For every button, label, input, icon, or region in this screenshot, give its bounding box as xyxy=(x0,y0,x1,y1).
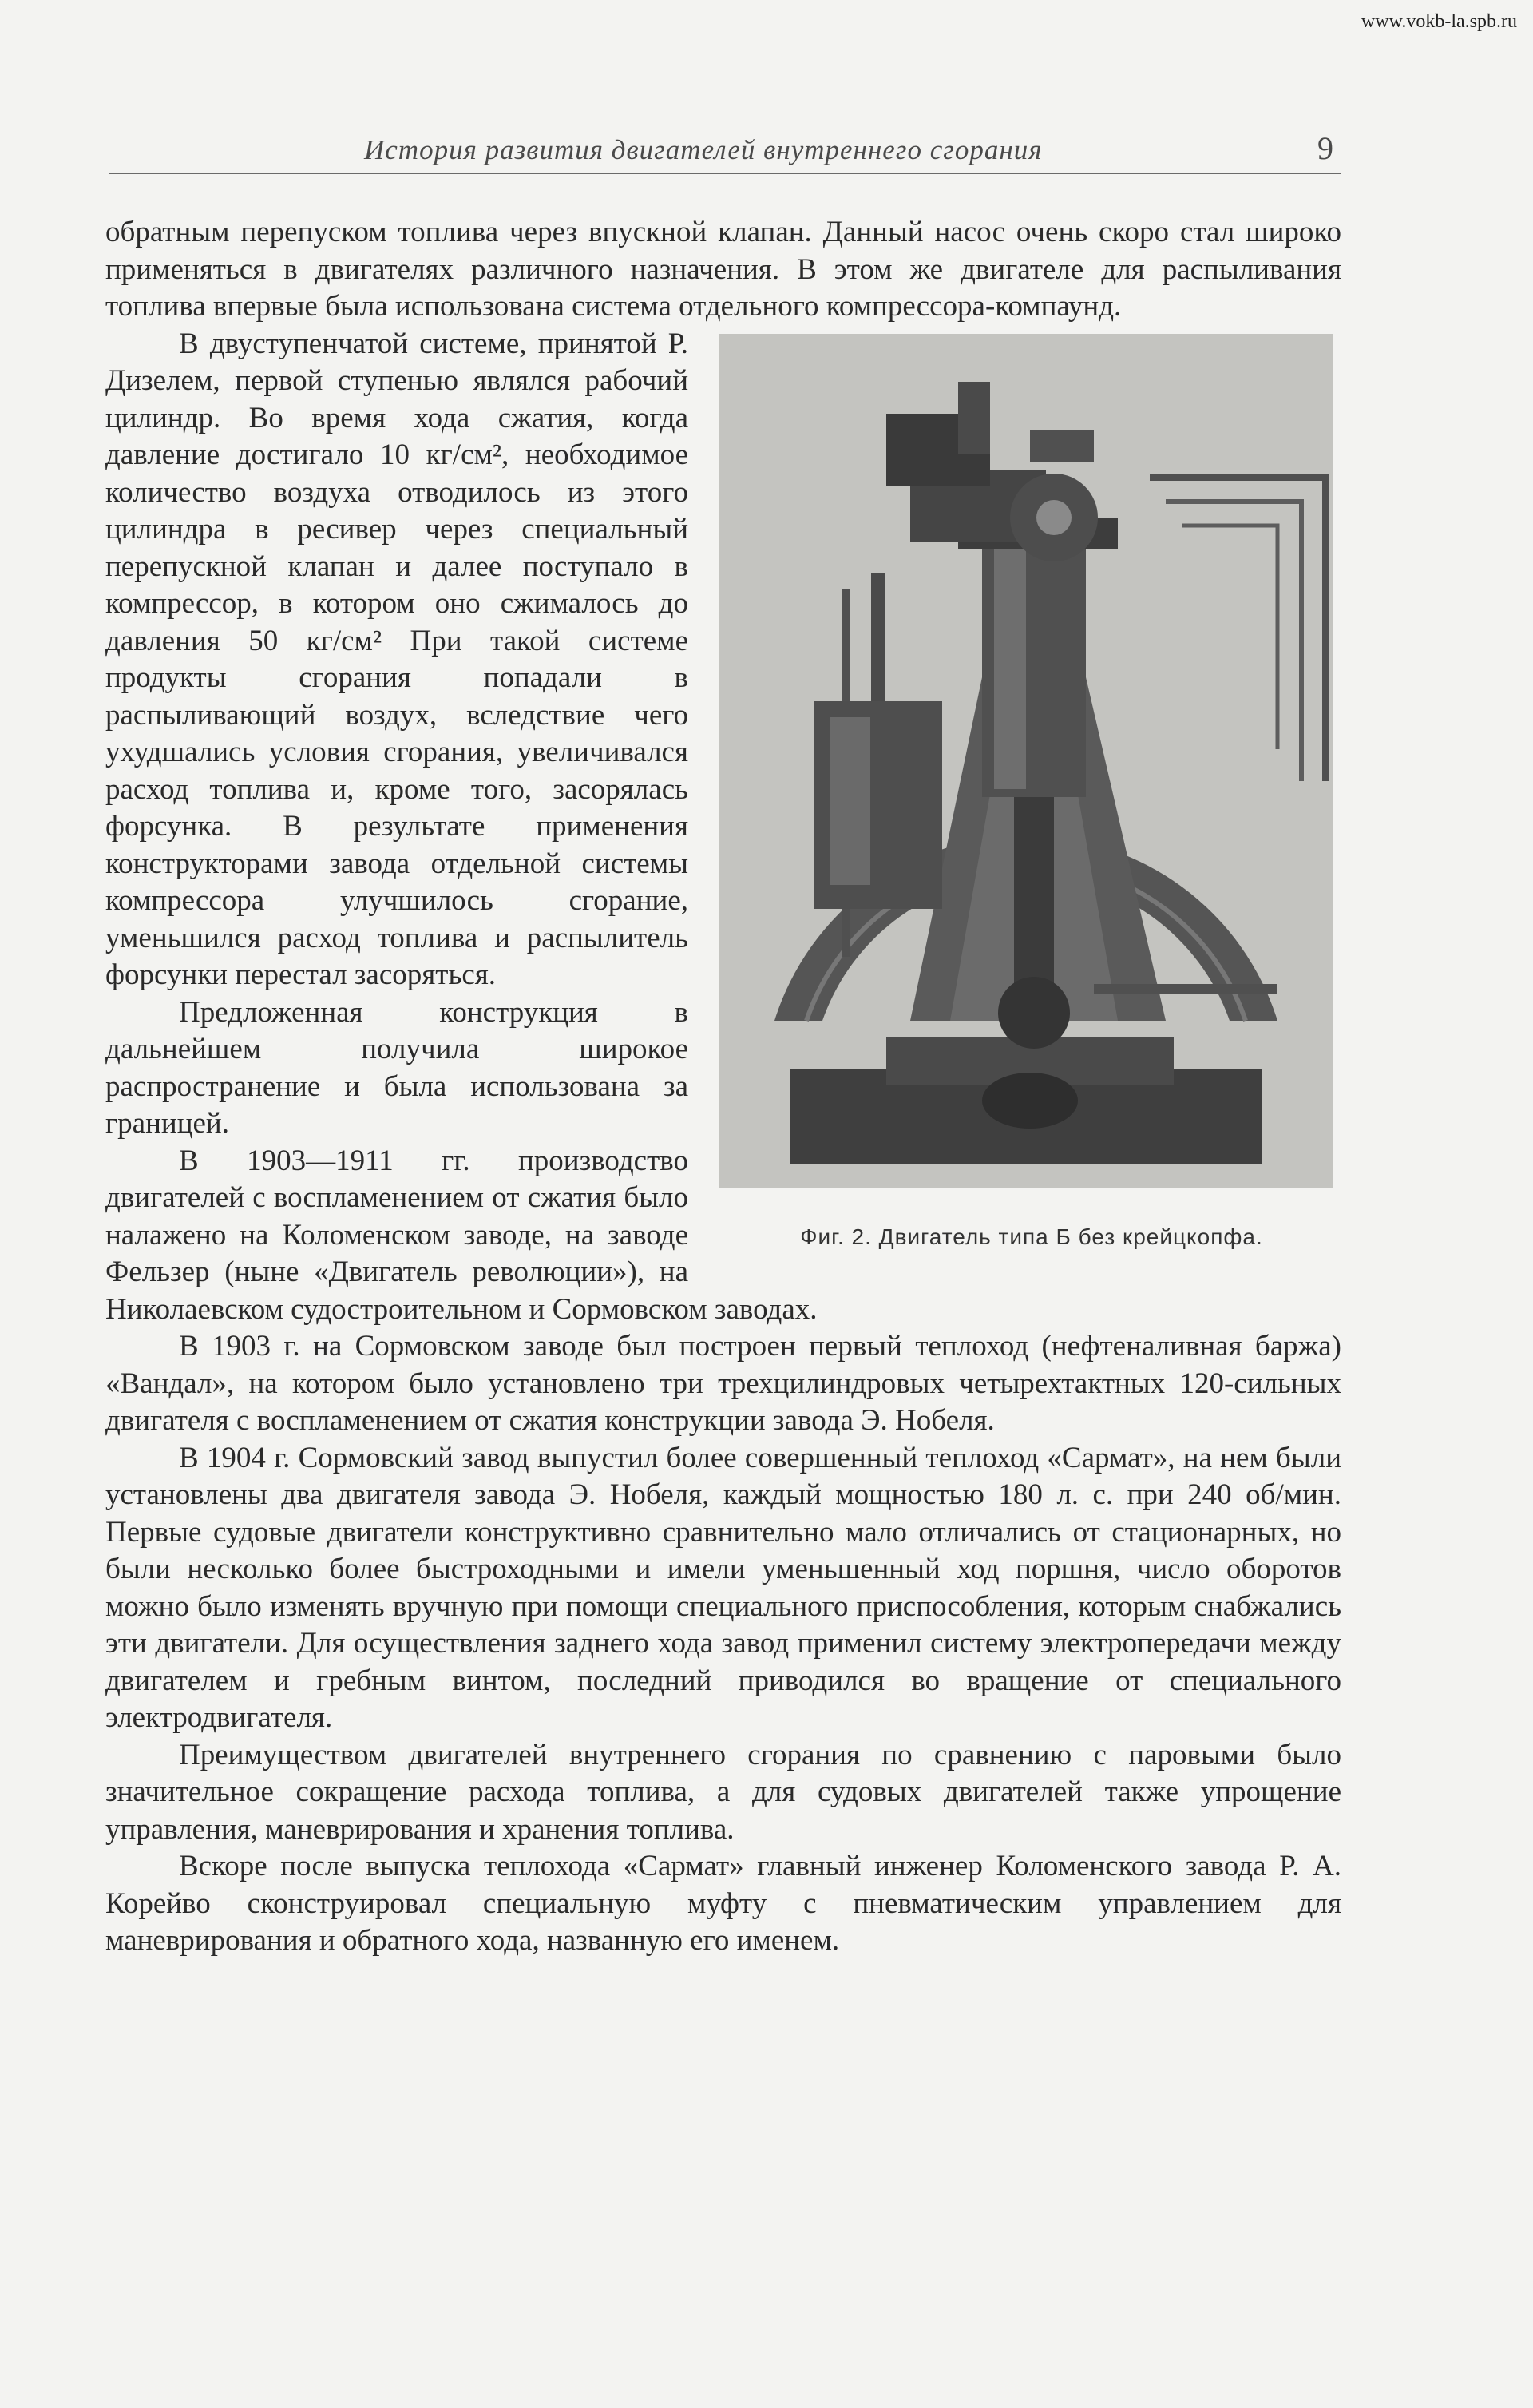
paragraph-8: Вскоре после выпуска теплохода «Сармат» главный инженер Коломенского завода Р. А. Корейво сконструировал специальную муфту с пневматическим управлением для маневрирования и обратного хода, названную его именем. xyxy=(105,1850,1341,1957)
body-text xyxy=(105,214,1341,326)
paragraph-3: Предложенная конструкция в дальнейшем получила широкое распространение и была использована за границей. xyxy=(105,995,688,1140)
engine-figure xyxy=(712,334,1351,1256)
paragraph-4: В 1903—1911 гг. производство двигателей с воспламенением от сжатия было налажено на Коломенском заводе, на заводе Фельзер (ныне «Двигатель революции»), на Николаевском судостроительном и Сормовском заводах. xyxy=(105,1144,818,1326)
page-number: 9 xyxy=(1317,130,1333,166)
paragraph-1: обратным перепуском топлива через впускной клапан. Данный насос очень скоро стал широко применяться в двигателях различного назначения. В этом же двигателе для распыливания топлива впервые была использована система отдельного компрессора-компаунд. xyxy=(105,216,1341,323)
engine-photo xyxy=(719,334,1333,1188)
running-title: История развития двигателей внутреннего сгорания xyxy=(364,134,1043,165)
header-rule xyxy=(109,173,1341,174)
paragraph-7: Преимуществом двигателей внутреннего сгорания по сравнению с паровыми было значительное сокращение расхода топлива, а для судовых двигателей также упрощение управления, маневрирования и хранения топлива. xyxy=(105,1738,1341,1846)
site-watermark: www.vokb-la.spb.ru xyxy=(1361,11,1517,32)
figure-caption: Фиг. 2. Двигатель типа Б без крейцкопфа. xyxy=(800,1224,1263,1249)
wrap-text xyxy=(105,326,1341,1440)
paragraph-5: В 1903 г. на Сормовском заводе был построен первый теплоход (нефтеналивная баржа) «Вандал», на котором было установлено три трехцилиндровых четырехтактных 120-сильных двигателя с воспламенением от сжатия конструкции завода Э. Нобеля. xyxy=(105,1330,1341,1437)
paragraph-2: В двуступенчатой системе, принятой Р. Дизелем, первой ступенью являлся рабочий цилиндр. Во время хода сжатия, когда давление достигало 10 кг/см², необходимое количество воздуха отводилось из этого цилиндра в ресивер через специальный перепускной клапан и далее поступало в компрессор, в котором оно сжималось до давления 50 кг/см² При такой системе продукты сгорания попадали в распыливающий воздух, вследствие чего ухудшались условия сгорания, увеличивался расход топлива и, кроме того, засорялась форсунка. В результате применения конструкторами завода отдельной системы компрессора улучшилось сгорание, уменьшился расход топлива и распылитель форсунки перестал засоряться. xyxy=(105,327,688,991)
running-header xyxy=(109,128,1341,176)
paragraph-6: В 1904 г. Сормовский завод выпустил более совершенный теплоход «Сармат», на нем были установлены два двигателя завода Э. Нобеля, каждый мощностью 180 л. с. при 240 об/мин. Первые судовые двигатели конструктивно сравнительно мало отличались от стационарных, но были несколько более быстроходными и имели уменьшенный ход поршня, число оборотов можно было изменять вручную при помощи специального приспособления, которым снабжались эти двигатели. Для осуществления заднего хода завод применил систему электропередачи между двигателем и гребным винтом, последний приводился во вращение от специального электродвигателя. xyxy=(105,1441,1341,1734)
body-text-lower xyxy=(105,1440,1341,1960)
